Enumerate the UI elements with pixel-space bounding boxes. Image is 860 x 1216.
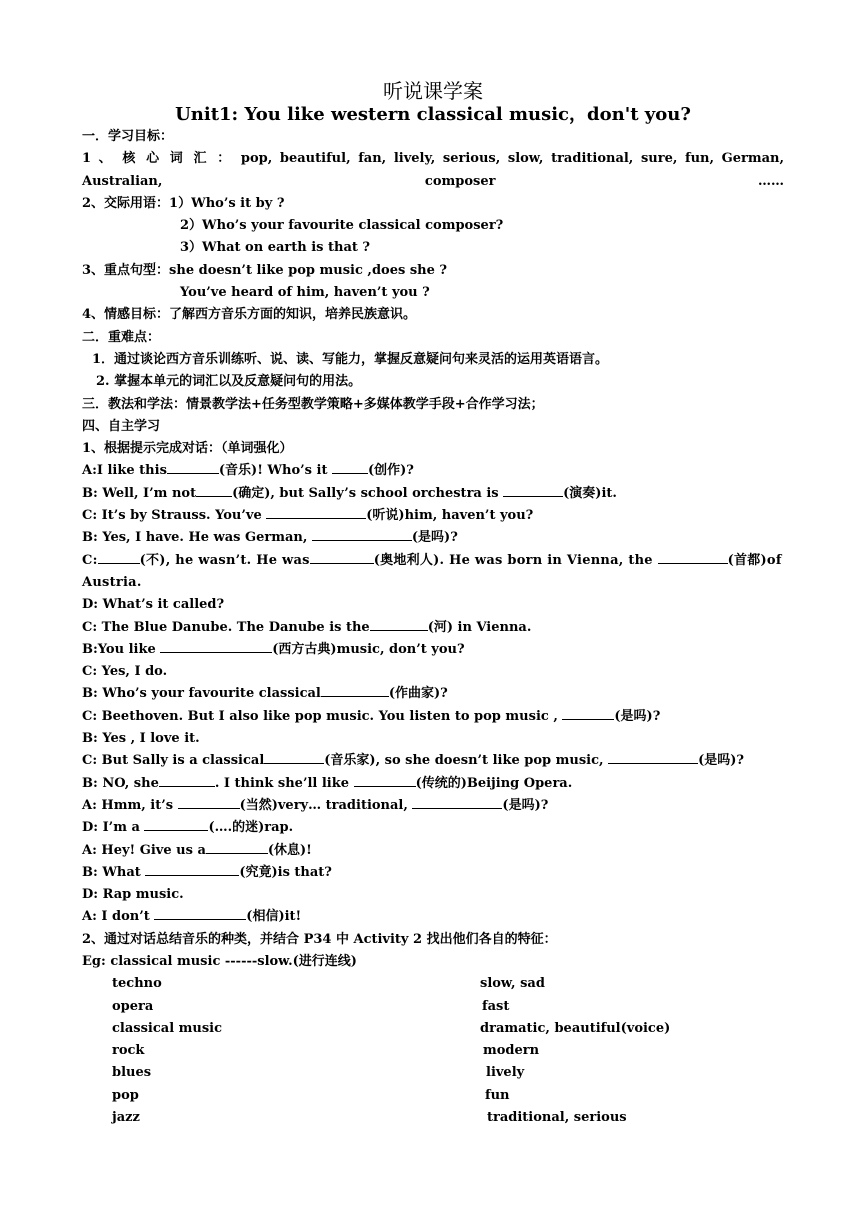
matching-exercise	[82, 973, 784, 1129]
vocab-line: 1 、 核 心 词 汇 ： pop, beautiful, fan, lively, serious, slow, traditional, sure, fun, German, Australian, composer ……	[82, 151, 784, 189]
answer-blank[interactable]	[98, 550, 140, 564]
sentence-2: You’ve heard of him, haven’t you ?	[180, 285, 430, 301]
sentences-label: 3、重点句型：	[82, 262, 170, 278]
dialogue-line: A: Hmm, it’s (当然)very… traditional, (是吗)?	[82, 795, 784, 817]
answer-blank[interactable]	[354, 773, 416, 787]
answer-blank[interactable]	[196, 483, 232, 497]
feature-item[interactable]: slow, sad	[480, 976, 545, 992]
dialogue-line: B: Who’s your favourite classical (作曲家)?	[82, 683, 784, 705]
dialogue-line: C: It’s by Strauss. You’ve (听说)him, haven’t you?	[82, 505, 784, 527]
phrases-label: 2、交际用语：	[82, 195, 170, 211]
dialogue-line: C: The Blue Danube. The Danube is the (河) in Vienna.	[82, 617, 784, 639]
genre-item[interactable]: opera	[112, 998, 154, 1014]
methods-line: 三．教法和学法：情景教学法+任务型教学策略+多媒体教学手段+合作学习法；	[82, 396, 544, 412]
genre-item[interactable]: classical music	[112, 1020, 223, 1036]
matching-row	[82, 1018, 784, 1040]
answer-blank[interactable]	[321, 683, 389, 697]
phrases-line-1	[82, 193, 784, 215]
answer-blank[interactable]	[332, 460, 368, 474]
worksheet-page	[82, 78, 784, 1129]
genre-item[interactable]: techno	[112, 976, 162, 992]
answer-blank[interactable]	[370, 617, 428, 631]
dialogue-line: D: Rap music.	[82, 887, 184, 903]
matching-row	[82, 1062, 784, 1084]
dialogue-line: B:You like (西方古典)music, don’t you?	[82, 639, 784, 661]
key-point-1: 1．通过谈论西方音乐训练听、说、读、写能力，掌握反意疑问句来灵活的运用英语语言。	[92, 351, 609, 367]
matching-example: Eg: classical music ------slow.(进行连线)	[82, 953, 357, 969]
sentences-line-1	[82, 260, 784, 282]
phrase-1: 1）Who’s it by ?	[169, 195, 285, 211]
dialogue-line: B: Yes , I love it.	[82, 731, 200, 747]
dialogue-line: C: Beethoven. But I also like pop music. You listen to pop music , (是吗)?	[82, 706, 784, 728]
dialogue-line: D: What’s it called?	[82, 597, 225, 613]
answer-blank[interactable]	[562, 706, 614, 720]
matching-row	[82, 996, 784, 1018]
feature-item[interactable]: lively	[486, 1065, 525, 1081]
emotion-goal: 4、情感目标：了解西方音乐方面的知识，培养民族意识。	[82, 307, 417, 323]
feature-item[interactable]: fun	[485, 1087, 510, 1103]
answer-blank[interactable]	[503, 483, 563, 497]
answer-blank[interactable]	[608, 750, 698, 764]
matching-row	[82, 973, 784, 995]
feature-item[interactable]: fast	[482, 998, 510, 1014]
task1-instruction: 1、根据提示完成对话：（单词强化）	[82, 441, 293, 457]
self-study-heading: 四、自主学习	[82, 418, 161, 434]
dialogue-line: B: Yes, I have. He was German, (是吗)?	[82, 527, 784, 549]
dialogue-line: B: What (究竟)is that?	[82, 862, 784, 884]
answer-blank[interactable]	[310, 550, 374, 564]
sentence-1: she doesn’t like pop music ,does she ?	[169, 262, 448, 278]
answer-blank[interactable]	[206, 840, 268, 854]
feature-item[interactable]: dramatic, beautiful(voice)	[480, 1020, 671, 1036]
answer-blank[interactable]	[264, 750, 324, 764]
matching-row	[82, 1107, 784, 1129]
genre-item[interactable]: blues	[112, 1065, 152, 1081]
genre-item[interactable]: jazz	[112, 1110, 140, 1126]
answer-blank[interactable]	[178, 795, 240, 809]
answer-blank[interactable]	[312, 527, 412, 541]
dialogue-line: C: Yes, I do.	[82, 664, 168, 680]
genre-item[interactable]: rock	[112, 1043, 145, 1059]
dialogue-line: A:I like this (音乐)! Who’s it (创作)?	[82, 460, 784, 482]
answer-blank[interactable]	[658, 550, 728, 564]
answer-blank[interactable]	[145, 862, 239, 876]
dialogue-line: A: I don’t (相信)it!	[82, 906, 784, 928]
answer-blank[interactable]	[144, 817, 208, 831]
dialogue-line: B: Well, I’m not (确定), but Sally’s school orchestra is (演奏)it.	[82, 483, 784, 505]
task2-instruction: 2、通过对话总结音乐的种类，并结合 P34 中 Activity 2 找出他们各自的特征：	[82, 931, 557, 947]
answer-blank[interactable]	[154, 906, 246, 920]
phrase-3: 3）What on earth is that ?	[180, 240, 371, 256]
key-points-heading: 二．重难点：	[82, 329, 161, 345]
page-title: 听说课学案	[383, 79, 483, 103]
dialogue-line: C: But Sally is a classical (音乐家), so she doesn’t like pop music, (是吗)?	[82, 750, 784, 772]
feature-item[interactable]: traditional, serious	[487, 1110, 627, 1126]
matching-row	[82, 1040, 784, 1062]
dialogue-line: D: I’m a (….的迷)rap.	[82, 817, 784, 839]
answer-blank[interactable]	[159, 773, 215, 787]
dialogue-line: B: NO, she . I think she’ll like (传统的)Beijing Opera.	[82, 773, 784, 795]
page-subtitle: Unit1: You like western classical music，don't you?	[175, 104, 691, 125]
answer-blank[interactable]	[160, 639, 272, 653]
feature-item[interactable]: modern	[483, 1043, 540, 1059]
dialogue-line: C: (不), he wasn’t. He was (奥地利人). He was born in Vienna, the (首都)of Austria.	[82, 550, 784, 595]
objectives-heading: 一．学习目标：	[82, 129, 174, 144]
answer-blank[interactable]	[167, 460, 219, 474]
answer-blank[interactable]	[266, 505, 366, 519]
matching-row	[82, 1085, 784, 1107]
key-point-2: 2. 掌握本单元的词汇以及反意疑问句的用法。	[96, 374, 362, 390]
phrase-2: 2）Who’s your favourite classical composer?	[180, 218, 504, 234]
answer-blank[interactable]	[412, 795, 502, 809]
dialogue-line: A: Hey! Give us a (休息)!	[82, 840, 784, 862]
genre-item[interactable]: pop	[112, 1087, 139, 1103]
